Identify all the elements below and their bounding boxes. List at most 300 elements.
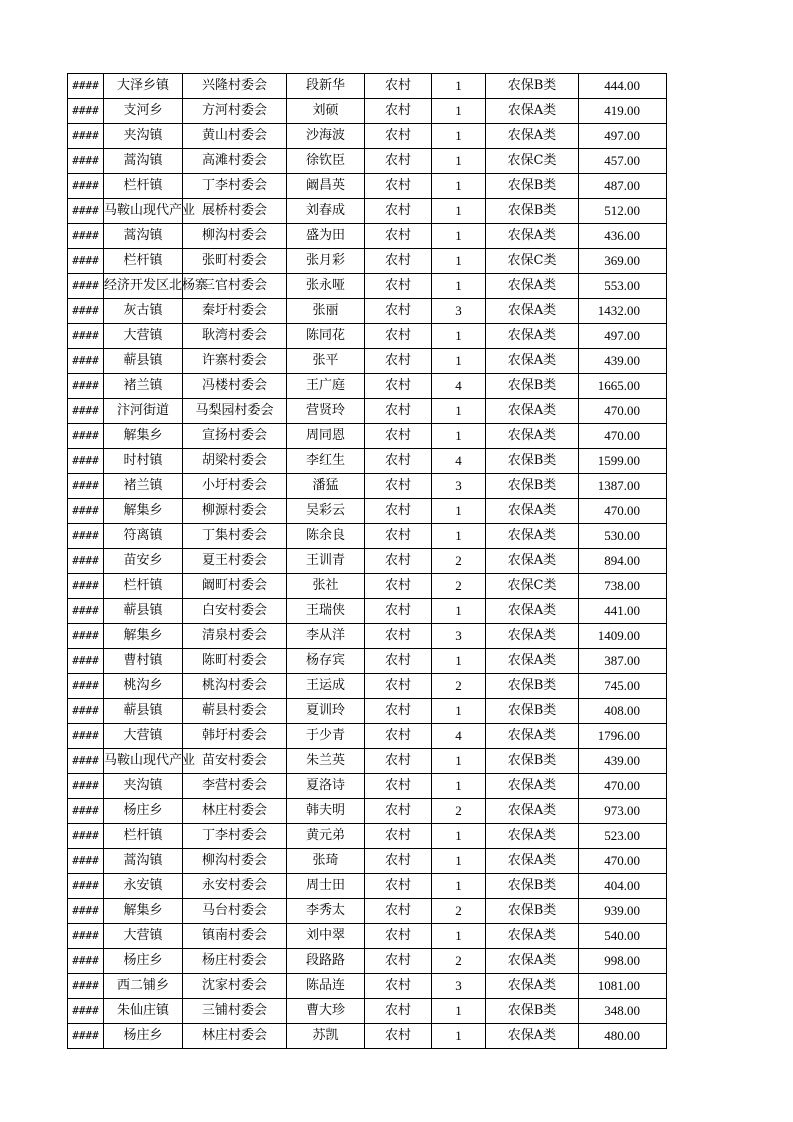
- household-type-cell: 农村: [365, 524, 432, 549]
- household-type-cell: 农村: [365, 174, 432, 199]
- person-name-cell: 陈余良: [287, 524, 365, 549]
- township-cell: 支河乡: [104, 99, 183, 124]
- township-cell: 西二铺乡: [104, 974, 183, 999]
- record-id-cell: ####: [68, 374, 104, 399]
- person-name-cell: 王瑞侠: [287, 599, 365, 624]
- insurance-category-cell: 农保B类: [486, 449, 579, 474]
- member-count-cell: 3: [432, 624, 486, 649]
- household-type-cell: 农村: [365, 1024, 432, 1049]
- township-cell: 曹村镇: [104, 649, 183, 674]
- amount-cell: 745.00: [579, 674, 667, 699]
- amount-cell: 1432.00: [579, 299, 667, 324]
- township-cell: 夹沟镇: [104, 774, 183, 799]
- record-id-cell: ####: [68, 649, 104, 674]
- amount-cell: 444.00: [579, 74, 667, 99]
- member-count-cell: 1: [432, 849, 486, 874]
- amount-cell: 738.00: [579, 574, 667, 599]
- insurance-category-cell: 农保A类: [486, 99, 579, 124]
- person-name-cell: 李从洋: [287, 624, 365, 649]
- member-count-cell: 1: [432, 324, 486, 349]
- person-name-cell: 营贤玲: [287, 399, 365, 424]
- member-count-cell: 1: [432, 599, 486, 624]
- insurance-category-cell: 农保A类: [486, 924, 579, 949]
- township-cell: 桃沟乡: [104, 674, 183, 699]
- member-count-cell: 1: [432, 74, 486, 99]
- village-committee-cell: 苗安村委会: [183, 749, 287, 774]
- village-committee-cell: 韩圩村委会: [183, 724, 287, 749]
- person-name-cell: 苏凯: [287, 1024, 365, 1049]
- village-committee-cell: 兴隆村委会: [183, 74, 287, 99]
- household-type-cell: 农村: [365, 199, 432, 224]
- person-name-cell: 王运成: [287, 674, 365, 699]
- household-type-cell: 农村: [365, 649, 432, 674]
- table-row: [68, 374, 667, 399]
- amount-cell: 1599.00: [579, 449, 667, 474]
- village-committee-cell: 李营村委会: [183, 774, 287, 799]
- household-type-cell: 农村: [365, 424, 432, 449]
- township-cell: 永安镇: [104, 874, 183, 899]
- insurance-category-cell: 农保A类: [486, 274, 579, 299]
- record-id-cell: ####: [68, 249, 104, 274]
- village-committee-cell: 丁李村委会: [183, 174, 287, 199]
- member-count-cell: 1: [432, 424, 486, 449]
- person-name-cell: 刘硕: [287, 99, 365, 124]
- record-id-cell: ####: [68, 324, 104, 349]
- township-cell: 大营镇: [104, 324, 183, 349]
- township-cell: 栏杆镇: [104, 249, 183, 274]
- amount-cell: 470.00: [579, 849, 667, 874]
- table-row: [68, 399, 667, 424]
- amount-cell: 387.00: [579, 649, 667, 674]
- township-cell: 经济开发区北杨寨: [104, 274, 183, 299]
- member-count-cell: 1: [432, 524, 486, 549]
- table-row: [68, 949, 667, 974]
- village-committee-cell: 高滩村委会: [183, 149, 287, 174]
- record-id-cell: ####: [68, 449, 104, 474]
- record-id-cell: ####: [68, 424, 104, 449]
- record-id-cell: ####: [68, 599, 104, 624]
- household-type-cell: 农村: [365, 674, 432, 699]
- person-name-cell: 段路路: [287, 949, 365, 974]
- table-row: [68, 674, 667, 699]
- member-count-cell: 4: [432, 724, 486, 749]
- table-row: [68, 1024, 667, 1049]
- village-committee-cell: 丁集村委会: [183, 524, 287, 549]
- amount-cell: 523.00: [579, 824, 667, 849]
- township-cell: 栏杆镇: [104, 824, 183, 849]
- record-id-cell: ####: [68, 824, 104, 849]
- member-count-cell: 1: [432, 399, 486, 424]
- amount-cell: 369.00: [579, 249, 667, 274]
- person-name-cell: 夏洛诗: [287, 774, 365, 799]
- township-cell: 大营镇: [104, 924, 183, 949]
- household-type-cell: 农村: [365, 224, 432, 249]
- table-row: [68, 349, 667, 374]
- record-id-cell: ####: [68, 674, 104, 699]
- table-body: [68, 74, 667, 1049]
- village-committee-cell: 阚町村委会: [183, 574, 287, 599]
- person-name-cell: 张月彩: [287, 249, 365, 274]
- record-id-cell: ####: [68, 624, 104, 649]
- amount-cell: 348.00: [579, 999, 667, 1024]
- village-committee-cell: 小圩村委会: [183, 474, 287, 499]
- township-cell: 杨庄乡: [104, 1024, 183, 1049]
- table-row: [68, 249, 667, 274]
- amount-cell: 939.00: [579, 899, 667, 924]
- record-id-cell: ####: [68, 699, 104, 724]
- insurance-category-cell: 农保A类: [486, 599, 579, 624]
- insurance-category-cell: 农保A类: [486, 649, 579, 674]
- amount-cell: 1665.00: [579, 374, 667, 399]
- insurance-category-cell: 农保A类: [486, 724, 579, 749]
- village-committee-cell: 黄山村委会: [183, 124, 287, 149]
- amount-cell: 457.00: [579, 149, 667, 174]
- township-cell: 时村镇: [104, 449, 183, 474]
- record-id-cell: ####: [68, 399, 104, 424]
- insurance-category-cell: 农保A类: [486, 774, 579, 799]
- table-row: [68, 299, 667, 324]
- record-id-cell: ####: [68, 774, 104, 799]
- household-type-cell: 农村: [365, 699, 432, 724]
- person-name-cell: 黄元弟: [287, 824, 365, 849]
- insurance-category-cell: 农保A类: [486, 349, 579, 374]
- table-row: [68, 199, 667, 224]
- member-count-cell: 1: [432, 1024, 486, 1049]
- table-row: [68, 649, 667, 674]
- table-row: [68, 824, 667, 849]
- township-cell: 马鞍山现代产业: [104, 749, 183, 774]
- household-type-cell: 农村: [365, 599, 432, 624]
- township-cell: 栏杆镇: [104, 174, 183, 199]
- table-row: [68, 449, 667, 474]
- insurance-category-cell: 农保B类: [486, 474, 579, 499]
- member-count-cell: 1: [432, 249, 486, 274]
- member-count-cell: 1: [432, 149, 486, 174]
- household-type-cell: 农村: [365, 124, 432, 149]
- township-cell: 大营镇: [104, 724, 183, 749]
- township-cell: 夹沟镇: [104, 124, 183, 149]
- person-name-cell: 张社: [287, 574, 365, 599]
- table-row: [68, 224, 667, 249]
- person-name-cell: 阚昌英: [287, 174, 365, 199]
- household-type-cell: 农村: [365, 99, 432, 124]
- amount-cell: 408.00: [579, 699, 667, 724]
- household-type-cell: 农村: [365, 574, 432, 599]
- township-cell: 褚兰镇: [104, 374, 183, 399]
- table-row: [68, 74, 667, 99]
- township-cell: 蒿沟镇: [104, 849, 183, 874]
- person-name-cell: 曹大珍: [287, 999, 365, 1024]
- record-id-cell: ####: [68, 74, 104, 99]
- member-count-cell: 1: [432, 124, 486, 149]
- village-committee-cell: 许寨村委会: [183, 349, 287, 374]
- household-type-cell: 农村: [365, 149, 432, 174]
- record-id-cell: ####: [68, 524, 104, 549]
- village-committee-cell: 丁李村委会: [183, 824, 287, 849]
- table-row: [68, 324, 667, 349]
- household-type-cell: 农村: [365, 474, 432, 499]
- village-committee-cell: 桃沟村委会: [183, 674, 287, 699]
- member-count-cell: 4: [432, 449, 486, 474]
- amount-cell: 470.00: [579, 424, 667, 449]
- village-committee-cell: 耿湾村委会: [183, 324, 287, 349]
- member-count-cell: 2: [432, 799, 486, 824]
- township-cell: 大泽乡镇: [104, 74, 183, 99]
- amount-cell: 497.00: [579, 124, 667, 149]
- household-type-cell: 农村: [365, 399, 432, 424]
- insurance-category-cell: 农保B类: [486, 749, 579, 774]
- record-id-cell: ####: [68, 574, 104, 599]
- household-type-cell: 农村: [365, 749, 432, 774]
- member-count-cell: 2: [432, 674, 486, 699]
- member-count-cell: 1: [432, 649, 486, 674]
- amount-cell: 998.00: [579, 949, 667, 974]
- member-count-cell: 3: [432, 474, 486, 499]
- township-cell: 马鞍山现代产业: [104, 199, 183, 224]
- table-row: [68, 574, 667, 599]
- member-count-cell: 1: [432, 699, 486, 724]
- member-count-cell: 1: [432, 749, 486, 774]
- person-name-cell: 张永哑: [287, 274, 365, 299]
- person-name-cell: 张平: [287, 349, 365, 374]
- insurance-category-cell: 农保A类: [486, 949, 579, 974]
- table-row: [68, 849, 667, 874]
- amount-cell: 439.00: [579, 349, 667, 374]
- record-id-cell: ####: [68, 274, 104, 299]
- insurance-category-cell: 农保C类: [486, 249, 579, 274]
- table-row: [68, 499, 667, 524]
- insurance-category-cell: 农保A类: [486, 399, 579, 424]
- record-id-cell: ####: [68, 924, 104, 949]
- insurance-category-cell: 农保B类: [486, 199, 579, 224]
- household-type-cell: 农村: [365, 74, 432, 99]
- amount-cell: 1796.00: [579, 724, 667, 749]
- household-type-cell: 农村: [365, 349, 432, 374]
- township-cell: 蕲县镇: [104, 349, 183, 374]
- insurance-category-cell: 农保B类: [486, 174, 579, 199]
- table-row: [68, 749, 667, 774]
- record-id-cell: ####: [68, 849, 104, 874]
- person-name-cell: 刘中翠: [287, 924, 365, 949]
- township-cell: 灰古镇: [104, 299, 183, 324]
- insurance-category-cell: 农保A类: [486, 1024, 579, 1049]
- township-cell: 朱仙庄镇: [104, 999, 183, 1024]
- township-cell: 栏杆镇: [104, 574, 183, 599]
- household-type-cell: 农村: [365, 624, 432, 649]
- person-name-cell: 沙海波: [287, 124, 365, 149]
- village-committee-cell: 冯楼村委会: [183, 374, 287, 399]
- record-id-cell: ####: [68, 224, 104, 249]
- record-id-cell: ####: [68, 749, 104, 774]
- household-type-cell: 农村: [365, 874, 432, 899]
- member-count-cell: 1: [432, 874, 486, 899]
- household-type-cell: 农村: [365, 849, 432, 874]
- village-committee-cell: 马梨园村委会: [183, 399, 287, 424]
- record-id-cell: ####: [68, 799, 104, 824]
- amount-cell: 470.00: [579, 499, 667, 524]
- table-row: [68, 274, 667, 299]
- insurance-category-cell: 农保A类: [486, 974, 579, 999]
- household-type-cell: 农村: [365, 924, 432, 949]
- member-count-cell: 1: [432, 499, 486, 524]
- insurance-category-cell: 农保B类: [486, 999, 579, 1024]
- person-name-cell: 于少青: [287, 724, 365, 749]
- township-cell: 解集乡: [104, 899, 183, 924]
- village-committee-cell: 永安村委会: [183, 874, 287, 899]
- household-type-cell: 农村: [365, 774, 432, 799]
- table-row: [68, 99, 667, 124]
- village-committee-cell: 三铺村委会: [183, 999, 287, 1024]
- township-cell: 蒿沟镇: [104, 224, 183, 249]
- amount-cell: 470.00: [579, 399, 667, 424]
- amount-cell: 540.00: [579, 924, 667, 949]
- household-type-cell: 农村: [365, 824, 432, 849]
- insurance-category-cell: 农保B类: [486, 699, 579, 724]
- person-name-cell: 陈同花: [287, 324, 365, 349]
- member-count-cell: 2: [432, 949, 486, 974]
- household-type-cell: 农村: [365, 324, 432, 349]
- table-row: [68, 724, 667, 749]
- member-count-cell: 1: [432, 824, 486, 849]
- record-id-cell: ####: [68, 999, 104, 1024]
- village-committee-cell: 宣扬村委会: [183, 424, 287, 449]
- village-committee-cell: 蕲县村委会: [183, 699, 287, 724]
- insurance-category-cell: 农保A类: [486, 799, 579, 824]
- amount-cell: 419.00: [579, 99, 667, 124]
- member-count-cell: 1: [432, 924, 486, 949]
- village-committee-cell: 张町村委会: [183, 249, 287, 274]
- insurance-category-cell: 农保C类: [486, 574, 579, 599]
- township-cell: 蕲县镇: [104, 599, 183, 624]
- member-count-cell: 2: [432, 549, 486, 574]
- insurance-category-cell: 农保A类: [486, 324, 579, 349]
- household-type-cell: 农村: [365, 549, 432, 574]
- record-id-cell: ####: [68, 174, 104, 199]
- record-id-cell: ####: [68, 949, 104, 974]
- member-count-cell: 1: [432, 199, 486, 224]
- household-type-cell: 农村: [365, 799, 432, 824]
- person-name-cell: 朱兰英: [287, 749, 365, 774]
- household-type-cell: 农村: [365, 899, 432, 924]
- insurance-category-cell: 农保A类: [486, 224, 579, 249]
- record-id-cell: ####: [68, 149, 104, 174]
- insurance-category-cell: 农保C类: [486, 149, 579, 174]
- person-name-cell: 王广庭: [287, 374, 365, 399]
- table-row: [68, 799, 667, 824]
- table-row: [68, 424, 667, 449]
- household-type-cell: 农村: [365, 999, 432, 1024]
- member-count-cell: 1: [432, 349, 486, 374]
- amount-cell: 512.00: [579, 199, 667, 224]
- person-name-cell: 潘猛: [287, 474, 365, 499]
- table-row: [68, 549, 667, 574]
- amount-cell: 480.00: [579, 1024, 667, 1049]
- member-count-cell: 1: [432, 224, 486, 249]
- amount-cell: 487.00: [579, 174, 667, 199]
- amount-cell: 439.00: [579, 749, 667, 774]
- household-type-cell: 农村: [365, 724, 432, 749]
- village-committee-cell: 杨庄村委会: [183, 949, 287, 974]
- household-type-cell: 农村: [365, 299, 432, 324]
- village-committee-cell: 展桥村委会: [183, 199, 287, 224]
- village-committee-cell: 镇南村委会: [183, 924, 287, 949]
- township-cell: 苗安乡: [104, 549, 183, 574]
- table-row: [68, 174, 667, 199]
- data-table: [67, 73, 667, 1049]
- household-type-cell: 农村: [365, 499, 432, 524]
- village-committee-cell: 柳源村委会: [183, 499, 287, 524]
- member-count-cell: 1: [432, 999, 486, 1024]
- record-id-cell: ####: [68, 974, 104, 999]
- record-id-cell: ####: [68, 1024, 104, 1049]
- person-name-cell: 张丽: [287, 299, 365, 324]
- record-id-cell: ####: [68, 499, 104, 524]
- record-id-cell: ####: [68, 549, 104, 574]
- record-id-cell: ####: [68, 349, 104, 374]
- insurance-category-cell: 农保A类: [486, 299, 579, 324]
- insurance-category-cell: 农保A类: [486, 624, 579, 649]
- township-cell: 汴河街道: [104, 399, 183, 424]
- insurance-category-cell: 农保A类: [486, 824, 579, 849]
- amount-cell: 553.00: [579, 274, 667, 299]
- village-committee-cell: 胡梁村委会: [183, 449, 287, 474]
- person-name-cell: 张琦: [287, 849, 365, 874]
- insurance-category-cell: 农保A类: [486, 849, 579, 874]
- person-name-cell: 盛为田: [287, 224, 365, 249]
- household-type-cell: 农村: [365, 974, 432, 999]
- table-row: [68, 124, 667, 149]
- amount-cell: 404.00: [579, 874, 667, 899]
- person-name-cell: 徐钦臣: [287, 149, 365, 174]
- insurance-category-cell: 农保B类: [486, 899, 579, 924]
- table-row: [68, 874, 667, 899]
- table-row: [68, 474, 667, 499]
- person-name-cell: 刘春成: [287, 199, 365, 224]
- member-count-cell: 3: [432, 974, 486, 999]
- amount-cell: 497.00: [579, 324, 667, 349]
- amount-cell: 894.00: [579, 549, 667, 574]
- village-committee-cell: 林庄村委会: [183, 1024, 287, 1049]
- township-cell: 杨庄乡: [104, 949, 183, 974]
- amount-cell: 436.00: [579, 224, 667, 249]
- table-row: [68, 899, 667, 924]
- person-name-cell: 段新华: [287, 74, 365, 99]
- member-count-cell: 1: [432, 99, 486, 124]
- village-committee-cell: 马台村委会: [183, 899, 287, 924]
- member-count-cell: 2: [432, 574, 486, 599]
- member-count-cell: 1: [432, 174, 486, 199]
- amount-cell: 441.00: [579, 599, 667, 624]
- insurance-category-cell: 农保B类: [486, 674, 579, 699]
- record-id-cell: ####: [68, 99, 104, 124]
- member-count-cell: 2: [432, 899, 486, 924]
- village-committee-cell: 秦圩村委会: [183, 299, 287, 324]
- township-cell: 解集乡: [104, 499, 183, 524]
- table-row: [68, 599, 667, 624]
- township-cell: 杨庄乡: [104, 799, 183, 824]
- table-row: [68, 999, 667, 1024]
- amount-cell: 973.00: [579, 799, 667, 824]
- record-id-cell: ####: [68, 899, 104, 924]
- table-row: [68, 774, 667, 799]
- person-name-cell: 李红生: [287, 449, 365, 474]
- person-name-cell: 杨存宾: [287, 649, 365, 674]
- table-row: [68, 149, 667, 174]
- insurance-category-cell: 农保A类: [486, 499, 579, 524]
- member-count-cell: 1: [432, 774, 486, 799]
- insurance-category-cell: 农保A类: [486, 549, 579, 574]
- person-name-cell: 陈品连: [287, 974, 365, 999]
